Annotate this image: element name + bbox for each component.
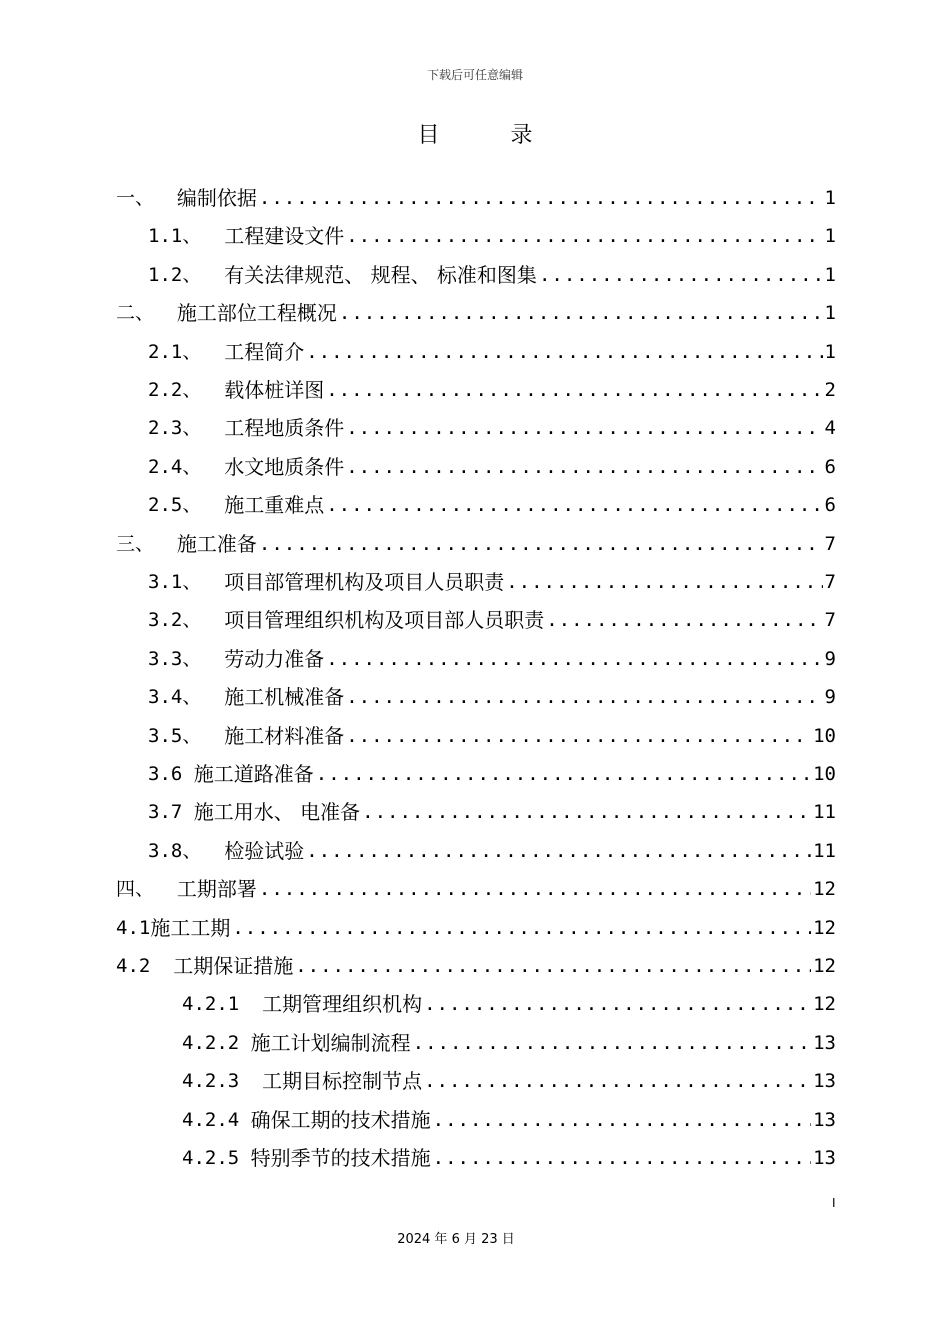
toc-entry-gap <box>201 263 224 287</box>
toc-entry-number: 1.2、 <box>148 263 202 286</box>
toc-entry-gap <box>201 416 224 440</box>
toc-entry-number: 4.1 <box>116 916 151 939</box>
toc-entry-page: 6 <box>824 455 836 478</box>
toc-entry-title: 施工道路准备 <box>193 762 314 786</box>
toc-entry-title: 特别季节的技术措施 <box>250 1146 431 1170</box>
toc-dot-leader <box>259 532 823 556</box>
toc-dot-leader <box>316 762 811 786</box>
toc-entry-page: 11 <box>813 839 836 862</box>
toc-entry-page: 1 <box>824 302 836 325</box>
toc-dot-leader <box>433 1108 811 1132</box>
toc-entry-title: 工期目标控制节点 <box>262 1069 423 1094</box>
toc-entry-number: 3.2、 <box>148 609 202 632</box>
toc-entry[interactable] <box>116 869 836 901</box>
toc-entry-number: 3.7 <box>148 801 183 824</box>
toc-dot-leader <box>346 455 822 479</box>
toc-entry-title: 施工材料准备 <box>224 723 345 748</box>
header-note: 下载后可任意编辑 <box>426 68 523 82</box>
toc-entry-title: 施工用水、 电准备 <box>193 800 361 825</box>
toc-entry[interactable] <box>148 639 836 671</box>
toc-entry-page: 12 <box>813 916 836 939</box>
toc-entry[interactable] <box>148 677 836 709</box>
toc-entry-gap <box>182 800 193 824</box>
toc-entry[interactable] <box>148 792 836 824</box>
toc-dot-leader <box>326 378 822 402</box>
toc-entry-page: 2 <box>824 379 836 401</box>
toc-entry[interactable] <box>148 831 836 863</box>
toc-entry-page: 6 <box>824 494 836 517</box>
toc-dot-leader <box>232 916 811 940</box>
toc-entry[interactable] <box>182 1023 836 1055</box>
toc-entry[interactable] <box>182 984 836 1016</box>
toc-entry-page: 9 <box>824 686 836 709</box>
toc-entry-page: 9 <box>824 647 836 670</box>
toc-entry-page: 4 <box>824 417 836 440</box>
toc-dot-leader <box>346 416 822 440</box>
toc-dot-leader <box>259 186 823 210</box>
toc-entry-page: 12 <box>813 878 836 901</box>
toc-dot-leader <box>424 1069 811 1093</box>
toc-entry-number: 3.6 <box>148 763 183 785</box>
toc-entry-number: 4.2.1 <box>182 993 240 1016</box>
toc-entry-number: 一、 <box>116 187 155 209</box>
toc-entry-page: 10 <box>813 763 836 785</box>
toc-entry[interactable] <box>182 1100 836 1132</box>
toc-entry-gap <box>201 493 224 517</box>
toc-entry-page: 12 <box>813 955 836 977</box>
toc-entry-title: 施工部位工程概况 <box>176 301 337 326</box>
page-number-marker: I <box>832 1196 836 1210</box>
toc-entry[interactable] <box>116 946 836 978</box>
toc-entry[interactable] <box>116 908 836 940</box>
toc-entry-number: 4.2 <box>116 955 151 977</box>
toc-entry-number: 2.3、 <box>148 417 202 440</box>
toc-entry-page: 10 <box>813 724 836 747</box>
toc-entry-page: 1 <box>824 225 836 248</box>
toc-entry-gap <box>201 224 224 248</box>
toc-entry-title: 工程地质条件 <box>224 416 345 441</box>
toc-dot-leader <box>413 1031 811 1055</box>
toc-entry-title: 工程建设文件 <box>224 224 345 249</box>
toc-entry-page: 1 <box>824 187 836 209</box>
toc-entry-gap <box>150 954 173 978</box>
toc-entry-number: 3.4、 <box>148 686 202 709</box>
toc-entry-number: 3.8、 <box>148 839 202 862</box>
toc-entry-number: 四、 <box>116 878 155 901</box>
toc-dot-leader <box>433 1146 811 1170</box>
toc-dot-leader <box>326 493 822 517</box>
toc-entry[interactable] <box>116 524 836 556</box>
toc-entry-page: 7 <box>824 532 836 555</box>
toc-entry[interactable] <box>148 408 836 440</box>
toc-entry[interactable] <box>148 370 836 402</box>
toc-entry-title: 工期保证措施 <box>173 954 294 978</box>
toc-entry-gap <box>154 877 177 901</box>
toc-entry-gap <box>154 532 177 556</box>
toc-dot-leader <box>326 647 822 671</box>
toc-entry-number: 2.4、 <box>148 455 202 478</box>
toc-entry-gap <box>154 301 177 325</box>
toc-dot-leader <box>306 340 822 364</box>
toc-entry-title: 工期部署 <box>176 877 257 902</box>
toc-dot-leader <box>346 224 822 248</box>
toc-entry-page: 13 <box>813 1108 836 1131</box>
toc-entry-number: 2.5、 <box>148 494 202 517</box>
toc-entry-page: 1 <box>824 340 836 363</box>
toc-entry[interactable] <box>148 255 836 287</box>
toc-dot-leader <box>346 685 822 709</box>
toc-entry-gap <box>201 340 224 364</box>
toc-entry-number: 2.1、 <box>148 340 202 363</box>
toc-entry-number: 4.2.2 <box>182 1031 240 1054</box>
toc-entry-gap <box>201 839 224 863</box>
toc-entry-title: 施工工期 <box>150 915 231 940</box>
toc-entry-gap <box>201 608 224 632</box>
toc-entry[interactable] <box>182 1061 836 1093</box>
toc-entry-gap <box>201 647 224 671</box>
toc-dot-leader <box>259 877 811 901</box>
toc-entry-page: 7 <box>824 609 836 632</box>
toc-entry-number: 4.2.4 <box>182 1108 240 1131</box>
toc-entry-page: 11 <box>813 801 836 824</box>
toc-entry-title: 载体桩详图 <box>224 378 325 402</box>
toc-entry-gap <box>182 762 193 786</box>
toc-entry-title: 劳动力准备 <box>224 646 325 671</box>
toc-entry[interactable] <box>148 754 836 786</box>
toc-entry-gap <box>201 378 224 402</box>
toc-dot-leader <box>424 992 811 1016</box>
toc-entry[interactable] <box>148 332 836 364</box>
toc-entry-gap <box>201 685 224 709</box>
toc-entry[interactable] <box>148 447 836 479</box>
toc-entry-page: 1 <box>824 263 836 286</box>
toc-entry-title: 有关法律规范、 规程、 标准和图集 <box>224 262 537 287</box>
toc-entry-page: 13 <box>813 1147 836 1169</box>
toc-entry[interactable] <box>148 600 836 632</box>
toc-entry-title: 施工计划编制流程 <box>250 1030 411 1055</box>
toc-entry-title: 编制依据 <box>176 186 257 210</box>
toc-dot-leader <box>339 301 823 325</box>
toc-entry-title: 确保工期的技术措施 <box>250 1107 431 1132</box>
toc-entry-page: 13 <box>813 1070 836 1093</box>
page-title: 目 录 <box>417 123 565 148</box>
toc-entry[interactable] <box>116 178 836 210</box>
toc-entry-gap <box>239 1069 262 1093</box>
toc-entry-number: 二、 <box>116 302 155 325</box>
toc-dot-leader <box>306 839 811 863</box>
toc-entry-title: 工期管理组织机构 <box>262 992 423 1017</box>
toc-entry-title: 施工准备 <box>176 531 257 556</box>
toc-dot-leader <box>506 570 822 594</box>
toc-entry-gap <box>239 1031 250 1055</box>
toc-entry-number: 3.3、 <box>148 647 202 670</box>
toc-dot-leader <box>295 954 811 978</box>
toc-entry-number: 4.2.5 <box>182 1147 240 1169</box>
toc-entry[interactable] <box>116 293 836 325</box>
toc-dot-leader <box>362 800 811 824</box>
toc-entry-title: 水文地质条件 <box>224 454 345 479</box>
toc-entry-gap <box>239 992 262 1016</box>
toc-dot-leader <box>546 608 822 632</box>
toc-entry[interactable] <box>182 1138 836 1170</box>
toc-entry-number: 3.1、 <box>148 571 202 593</box>
toc-entry-number: 3.5、 <box>148 724 202 747</box>
toc-entry-title: 检验试验 <box>224 838 305 863</box>
toc-entry-page: 7 <box>824 571 836 593</box>
toc-entry-number: 三、 <box>116 532 155 555</box>
toc-entry-gap <box>201 724 224 748</box>
toc-entry-gap <box>154 186 177 210</box>
toc-entry[interactable] <box>148 716 836 748</box>
toc-entry-gap <box>201 455 224 479</box>
toc-dot-leader <box>539 263 823 287</box>
toc-entry-title: 项目部管理机构及项目人员职责 <box>224 570 505 594</box>
toc-entry[interactable] <box>148 216 836 248</box>
toc-entry-page: 13 <box>813 1031 836 1054</box>
toc-entry-number: 1.1、 <box>148 225 202 248</box>
toc-entry-number: 2.2、 <box>148 379 202 401</box>
toc-dot-leader <box>346 724 811 748</box>
toc-entry-page: 12 <box>813 993 836 1016</box>
toc-entry[interactable] <box>148 562 836 594</box>
toc-entry-title: 项目管理组织机构及项目部人员职责 <box>224 608 545 633</box>
toc-entry-title: 工程简介 <box>224 339 305 364</box>
toc-entry-title: 施工重难点 <box>224 493 325 518</box>
toc-entry[interactable] <box>148 485 836 517</box>
footer-date: 2024 年 6 月 23 日 <box>397 1232 515 1247</box>
toc-entry-title: 施工机械准备 <box>224 685 345 710</box>
toc-entry-gap <box>239 1108 250 1132</box>
toc-entry-number: 4.2.3 <box>182 1070 240 1093</box>
toc-entry-gap <box>201 570 224 594</box>
toc-entry-gap <box>239 1146 250 1170</box>
